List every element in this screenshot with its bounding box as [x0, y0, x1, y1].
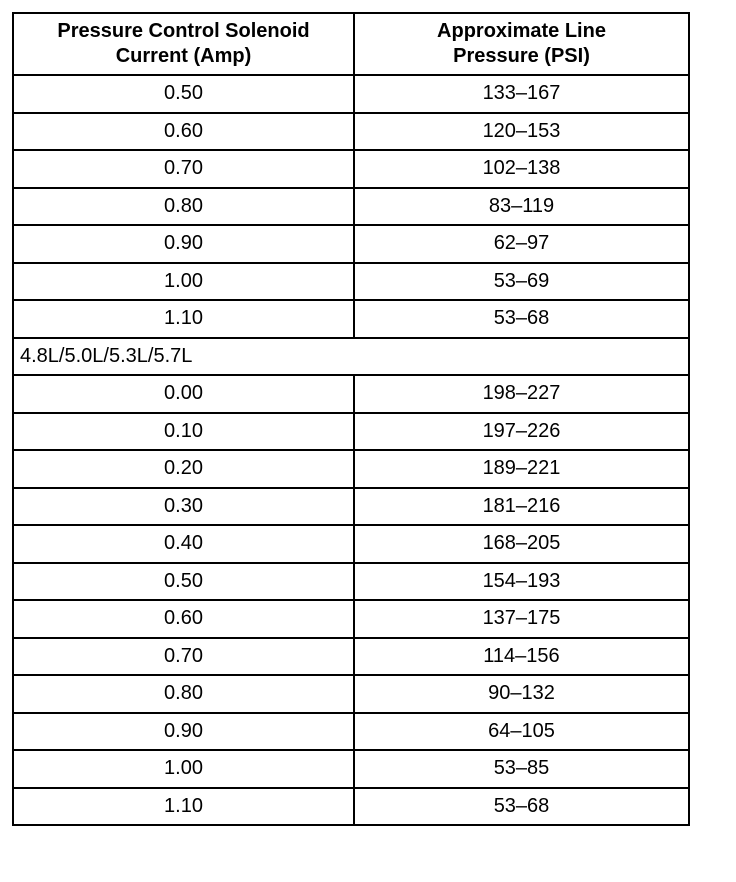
current-cell: 0.70 [13, 150, 354, 188]
current-cell: 1.00 [13, 263, 354, 301]
current-cell: 1.10 [13, 788, 354, 826]
pressure-cell: 133–167 [354, 75, 689, 113]
header-current-line1: Pressure Control Solenoid [57, 20, 310, 42]
pressure-cell: 90–132 [354, 675, 689, 713]
table-row [13, 113, 689, 151]
pressure-cell: 189–221 [354, 450, 689, 488]
table-row [13, 263, 689, 301]
table-body [13, 75, 689, 825]
table-row [13, 788, 689, 826]
pressure-cell: 53–85 [354, 750, 689, 788]
table-row [13, 638, 689, 676]
current-cell: 0.90 [13, 713, 354, 751]
header-row [13, 13, 689, 75]
header-pressure-line2: Pressure (PSI) [453, 45, 590, 67]
pressure-table [12, 12, 690, 826]
pressure-cell: 53–68 [354, 788, 689, 826]
table-row [13, 750, 689, 788]
pressure-cell: 120–153 [354, 113, 689, 151]
table-row [13, 488, 689, 526]
table-row [13, 300, 689, 338]
header-pressure [354, 13, 689, 75]
table-row [13, 563, 689, 601]
pressure-cell: 64–105 [354, 713, 689, 751]
table-row [13, 600, 689, 638]
pressure-cell: 197–226 [354, 413, 689, 451]
group-row [13, 338, 689, 376]
pressure-cell: 137–175 [354, 600, 689, 638]
header-current [13, 13, 354, 75]
table-row [13, 375, 689, 413]
table-row [13, 413, 689, 451]
table-row [13, 75, 689, 113]
table-row [13, 225, 689, 263]
table-row [13, 450, 689, 488]
current-cell: 0.40 [13, 525, 354, 563]
current-cell: 0.60 [13, 113, 354, 151]
pressure-cell: 114–156 [354, 638, 689, 676]
pressure-cell: 62–97 [354, 225, 689, 263]
table-row [13, 188, 689, 226]
current-cell: 0.30 [13, 488, 354, 526]
pressure-cell: 154–193 [354, 563, 689, 601]
current-cell: 0.90 [13, 225, 354, 263]
pressure-cell: 198–227 [354, 375, 689, 413]
current-cell: 0.80 [13, 188, 354, 226]
table-row [13, 713, 689, 751]
table-row [13, 675, 689, 713]
header-current-line2: Current (Amp) [115, 45, 252, 67]
current-cell: 0.50 [13, 563, 354, 601]
current-cell: 0.70 [13, 638, 354, 676]
current-cell: 1.10 [13, 300, 354, 338]
table-row [13, 150, 689, 188]
current-cell: 0.20 [13, 450, 354, 488]
current-cell: 0.00 [13, 375, 354, 413]
header-pressure-line1: Approximate Line [437, 20, 606, 42]
current-cell: 0.50 [13, 75, 354, 113]
pressure-cell: 53–68 [354, 300, 689, 338]
current-cell: 0.10 [13, 413, 354, 451]
table-row [13, 525, 689, 563]
current-cell: 1.00 [13, 750, 354, 788]
pressure-cell: 102–138 [354, 150, 689, 188]
pressure-cell: 83–119 [354, 188, 689, 226]
pressure-cell: 168–205 [354, 525, 689, 563]
current-cell: 0.80 [13, 675, 354, 713]
current-cell: 0.60 [13, 600, 354, 638]
group-label: 4.8L/5.0L/5.3L/5.7L [13, 338, 689, 376]
pressure-cell: 53–69 [354, 263, 689, 301]
pressure-cell: 181–216 [354, 488, 689, 526]
